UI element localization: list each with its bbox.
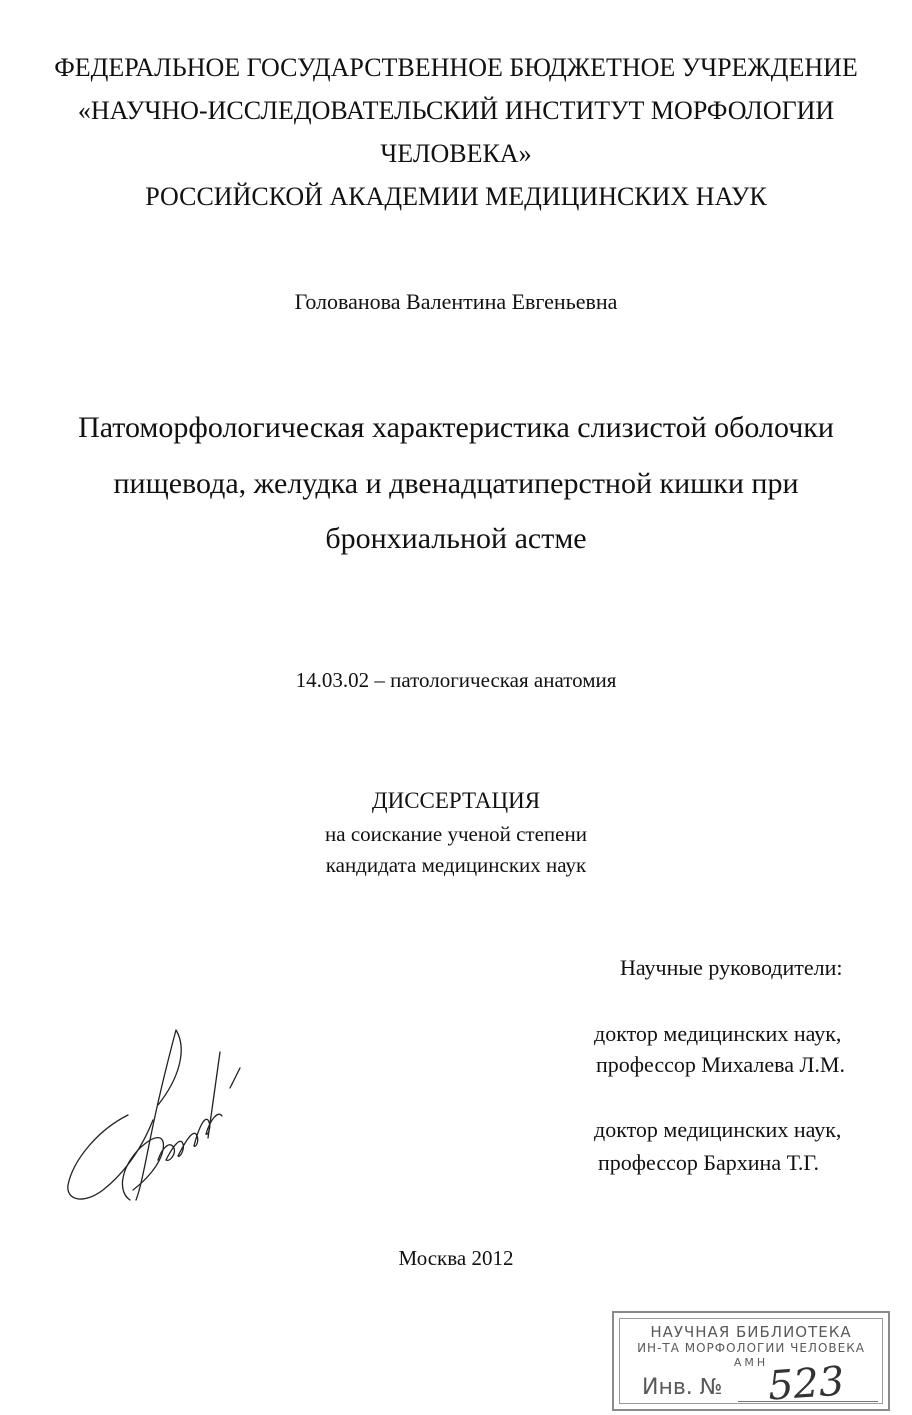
stamp-line-1: НАУЧНАЯ БИБЛИОТЕКА (650, 1323, 852, 1341)
institution-line-2: «НАУЧНО-ИССЛЕДОВАТЕЛЬСКИЙ ИНСТИТУТ МОРФОЛОГИИ (77, 96, 835, 125)
stamp-line-2: ИН-ТА МОРФОЛОГИИ ЧЕЛОВЕКА (637, 1341, 865, 1355)
supervisor-2-name: профессор Бархина Т.Г. (598, 1150, 820, 1175)
dissertation-line-1: на соискание ученой степени (325, 822, 587, 846)
city-year: Москва 2012 (398, 1246, 514, 1270)
dissertation-line-2: кандидата медицинских наук (325, 853, 587, 877)
library-stamp (612, 1311, 890, 1411)
supervisor-1-name: профессор Михалева Л.М. (596, 1052, 845, 1077)
supervisor-1-degree: доктор медицинских наук, (594, 1021, 842, 1046)
supervisor-2-degree: доктор медицинских наук, (594, 1117, 842, 1142)
thesis-title-line-1: Патоморфологическая характеристика слизистой оболочки (78, 411, 834, 444)
supervisors-heading: Научные руководители: (620, 955, 843, 980)
dissertation-heading: ДИССЕРТАЦИЯ (371, 788, 541, 813)
stamp-line-3: АМН (733, 1356, 769, 1369)
stamp-inventory-label: Инв. № (642, 1375, 723, 1400)
handwritten-signature (58, 1020, 258, 1210)
thesis-title-line-3: бронхиальной астме (325, 522, 587, 555)
institution-line-1: ФЕДЕРАЛЬНОЕ ГОСУДАРСТВЕННОЕ БЮДЖЕТНОЕ УЧРЕЖДЕНИЕ (54, 53, 858, 82)
stamp-inventory-number: 523 (766, 1358, 846, 1410)
stamp-inner-border (619, 1318, 883, 1410)
author-name: Голованова Валентина Евгеньевна (294, 289, 618, 314)
institution-line-3: ЧЕЛОВЕКА» (380, 139, 532, 168)
specialty-code: 14.03.02 – патологическая анатомия (295, 668, 617, 692)
institution-line-4: РОССИЙСКОЙ АКАДЕМИИ МЕДИЦИНСКИХ НАУК (145, 182, 767, 211)
thesis-title-line-2: пищевода, желудка и двенадцатиперстной кишки при (113, 467, 799, 500)
